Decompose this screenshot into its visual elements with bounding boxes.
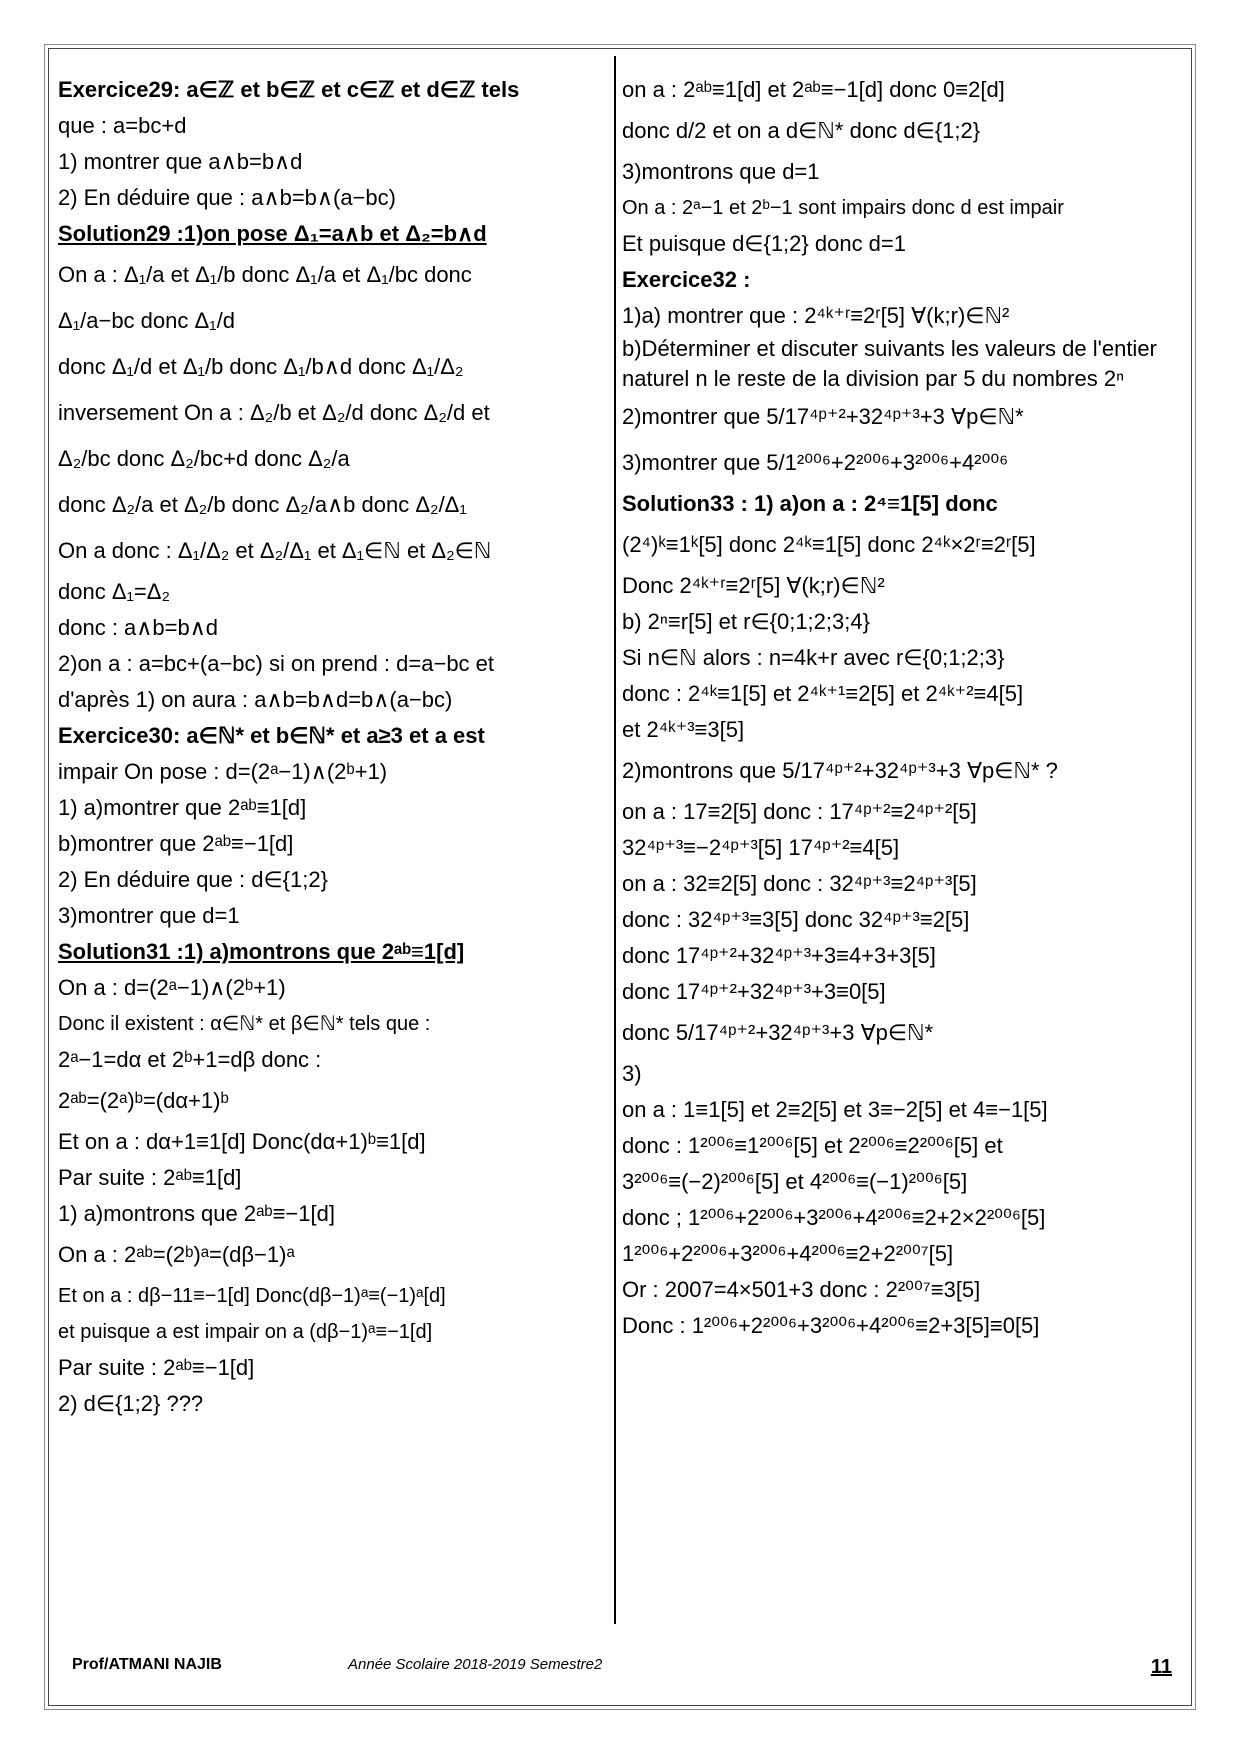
right-column	[622, 72, 1182, 1344]
left-text-line: b)montrer que 2ᵃᵇ≡−1[d]	[58, 831, 294, 856]
right-text-line: et 2⁴ᵏ⁺³≡3[5]	[622, 717, 745, 742]
right-text-line: Donc : 1²⁰⁰⁶+2²⁰⁰⁶+3²⁰⁰⁶+4²⁰⁰⁶≡2+3[5]≡0[5]	[622, 1313, 1040, 1338]
left-text-line: 2) d∈{1;2} ???	[58, 1391, 204, 1416]
left-text-line: donc Δ₁=Δ₂	[58, 579, 171, 604]
page-number: 11	[1150, 1656, 1172, 1678]
left-text-line: Exercice30: a∈ℕ* et b∈ℕ* et a≥3 et a est	[58, 723, 485, 748]
left-text-line: 1) montrer que a∧b=b∧d	[58, 149, 303, 174]
left-text-line: Et on a : dβ−11≡−1[d] Donc(dβ−1)ᵃ≡(−1)ᵃ[d]	[58, 1285, 446, 1307]
left-text-line: Et on a : dα+1≡1[d] Donc(dα+1)ᵇ≡1[d]	[58, 1129, 426, 1154]
left-text-line: Donc il existent : α∈ℕ* et β∈ℕ* tels que :	[58, 1013, 431, 1035]
right-text-line: donc d/2 et on a d∈ℕ* donc d∈{1;2}	[622, 118, 981, 143]
column-divider	[614, 56, 616, 1624]
left-text-line: Δ₁/a−bc donc Δ₁/d	[58, 308, 235, 333]
left-text-line: que : a=bc+d	[58, 113, 187, 138]
right-text-line: Et puisque d∈{1;2} donc d=1	[622, 231, 907, 256]
left-text-line: Par suite : 2ᵃᵇ≡1[d]	[58, 1165, 242, 1190]
right-text-line: b)Déterminer et discuter suivants les valeurs de l'entier naturel n le reste de la division par 5 du nombres 2ⁿ	[622, 336, 1157, 391]
right-text-line: donc 5/17⁴ᵖ⁺²+32⁴ᵖ⁺³+3 ∀p∈ℕ*	[622, 1020, 934, 1045]
left-text-line: donc Δ₁/d et Δ₁/b donc Δ₁/b∧d donc Δ₁/Δ₂	[58, 354, 464, 379]
right-text-line: 3²⁰⁰⁶≡(−2)²⁰⁰⁶[5] et 4²⁰⁰⁶≡(−1)²⁰⁰⁶[5]	[622, 1169, 968, 1194]
left-text-line: 2ᵃᵇ=(2ᵃ)ᵇ=(dα+1)ᵇ	[58, 1088, 229, 1113]
right-text-line: Donc 2⁴ᵏ⁺ʳ≡2ʳ[5] ∀(k;r)∈ℕ²	[622, 573, 885, 598]
left-text-line: inversement On a : Δ₂/b et Δ₂/d donc Δ₂/d et	[58, 400, 490, 425]
right-text-line: donc : 1²⁰⁰⁶≡1²⁰⁰⁶[5] et 2²⁰⁰⁶≡2²⁰⁰⁶[5] et	[622, 1133, 1003, 1158]
right-text-line: on a : 32≡2[5] donc : 32⁴ᵖ⁺³≡2⁴ᵖ⁺³[5]	[622, 871, 977, 896]
right-text-line: 1²⁰⁰⁶+2²⁰⁰⁶+3²⁰⁰⁶+4²⁰⁰⁶≡2+2²⁰⁰⁷[5]	[622, 1241, 954, 1266]
left-column	[58, 72, 608, 1422]
left-text-line: 1) a)montrer que 2ᵃᵇ≡1[d]	[58, 795, 307, 820]
right-text-line: Si n∈ℕ alors : n=4k+r avec r∈{0;1;2;3}	[622, 645, 1005, 670]
left-text-line: On a : Δ₁/a et Δ₁/b donc Δ₁/a et Δ₁/bc donc	[58, 262, 472, 287]
right-text-line: donc 17⁴ᵖ⁺²+32⁴ᵖ⁺³+3≡4+3+3[5]	[622, 943, 936, 968]
left-text-line: On a donc : Δ₁/Δ₂ et Δ₂/Δ₁ et Δ₁∈ℕ et Δ₂∈ℕ	[58, 538, 492, 563]
right-text-line: 32⁴ᵖ⁺³≡−2⁴ᵖ⁺³[5] 17⁴ᵖ⁺²≡4[5]	[622, 835, 900, 860]
left-text-line: donc : a∧b=b∧d	[58, 615, 219, 640]
right-text-line: 3)montrer que 5/1²⁰⁰⁶+2²⁰⁰⁶+3²⁰⁰⁶+4²⁰⁰⁶	[622, 450, 1009, 475]
right-text-line: donc ; 1²⁰⁰⁶+2²⁰⁰⁶+3²⁰⁰⁶+4²⁰⁰⁶≡2+2×2²⁰⁰⁶[5]	[622, 1205, 1046, 1230]
right-text-line: Solution33 : 1) a)on a : 2⁴≡1[5] donc	[622, 491, 998, 516]
left-text-line: d'après 1) on aura : a∧b=b∧d=b∧(a−bc)	[58, 687, 453, 712]
right-text-line: donc : 32⁴ᵖ⁺³≡3[5] donc 32⁴ᵖ⁺³≡2[5]	[622, 907, 970, 932]
right-text-line: on a : 1≡1[5] et 2≡2[5] et 3≡−2[5] et 4≡−1[5]	[622, 1097, 1048, 1122]
right-text-line: donc 17⁴ᵖ⁺²+32⁴ᵖ⁺³+3≡0[5]	[622, 979, 886, 1004]
right-text-line: 2)montrer que 5/17⁴ᵖ⁺²+32⁴ᵖ⁺³+3 ∀p∈ℕ*	[622, 404, 1024, 429]
right-text-line: Exercice32 :	[622, 267, 751, 292]
left-text-line: On a : 2ᵃᵇ=(2ᵇ)ᵃ=(dβ−1)ᵃ	[58, 1242, 295, 1267]
right-text-line: 1)a) montrer que : 2⁴ᵏ⁺ʳ≡2ʳ[5] ∀(k;r)∈ℕ²	[622, 303, 1010, 328]
right-text-line: On a : 2ᵃ−1 et 2ᵇ−1 sont impairs donc d est impair	[622, 197, 1064, 219]
left-text-line: 1) a)montrons que 2ᵃᵇ≡−1[d]	[58, 1201, 335, 1226]
footer-author: Prof/ATMANI NAJIB	[72, 1656, 222, 1673]
left-text-line: 2)on a : a=bc+(a−bc) si on prend : d=a−bc et	[58, 651, 495, 676]
left-text-line: Solution29 :1)on pose Δ₁=a∧b et Δ₂=b∧d	[58, 221, 487, 246]
left-text-line: Par suite : 2ᵃᵇ≡−1[d]	[58, 1355, 255, 1380]
left-text-line: Solution31 :1) a)montrons que 2ᵃᵇ≡1[d]	[58, 939, 465, 964]
left-text-line: 2ᵃ−1=dα et 2ᵇ+1=dβ donc :	[58, 1047, 322, 1072]
left-text-line: 2) En déduire que : d∈{1;2}	[58, 867, 328, 892]
footer-school-year: Année Scolaire 2018-2019 Semestre2	[348, 1656, 603, 1673]
right-text-line: Or : 2007=4×501+3 donc : 2²⁰⁰⁷≡3[5]	[622, 1277, 981, 1302]
left-text-line: Δ₂/bc donc Δ₂/bc+d donc Δ₂/a	[58, 446, 350, 471]
right-text-line: 2)montrons que 5/17⁴ᵖ⁺²+32⁴ᵖ⁺³+3 ∀p∈ℕ* ?	[622, 758, 1058, 783]
right-text-line: on a : 17≡2[5] donc : 17⁴ᵖ⁺²≡2⁴ᵖ⁺²[5]	[622, 799, 977, 824]
right-text-line: (2⁴)ᵏ≡1ᵏ[5] donc 2⁴ᵏ≡1[5] donc 2⁴ᵏ×2ʳ≡2ʳ[5]	[622, 532, 1036, 557]
right-text-line: 3)	[622, 1061, 642, 1086]
right-text-line: on a : 2ᵃᵇ≡1[d] et 2ᵃᵇ≡−1[d] donc 0≡2[d]	[622, 77, 1005, 102]
left-text-line: 3)montrer que d=1	[58, 903, 240, 928]
page-footer	[72, 1656, 1172, 1686]
left-text-line: et puisque a est impair on a (dβ−1)ᵃ≡−1[d]	[58, 1321, 433, 1343]
right-text-line: donc : 2⁴ᵏ≡1[5] et 2⁴ᵏ⁺¹≡2[5] et 2⁴ᵏ⁺²≡4[5]	[622, 681, 1024, 706]
left-text-line: On a : d=(2ᵃ−1)∧(2ᵇ+1)	[58, 975, 286, 1000]
left-text-line: impair On pose : d=(2ᵃ−1)∧(2ᵇ+1)	[58, 759, 388, 784]
left-text-line: 2) En déduire que : a∧b=b∧(a−bc)	[58, 185, 396, 210]
right-text-line: 3)montrons que d=1	[622, 159, 820, 184]
left-text-line: Exercice29: a∈ℤ et b∈ℤ et c∈ℤ et d∈ℤ tels	[58, 77, 520, 102]
right-text-line: b) 2ⁿ≡r[5] et r∈{0;1;2;3;4}	[622, 609, 870, 634]
left-text-line: donc Δ₂/a et Δ₂/b donc Δ₂/a∧b donc Δ₂/Δ₁	[58, 492, 467, 517]
